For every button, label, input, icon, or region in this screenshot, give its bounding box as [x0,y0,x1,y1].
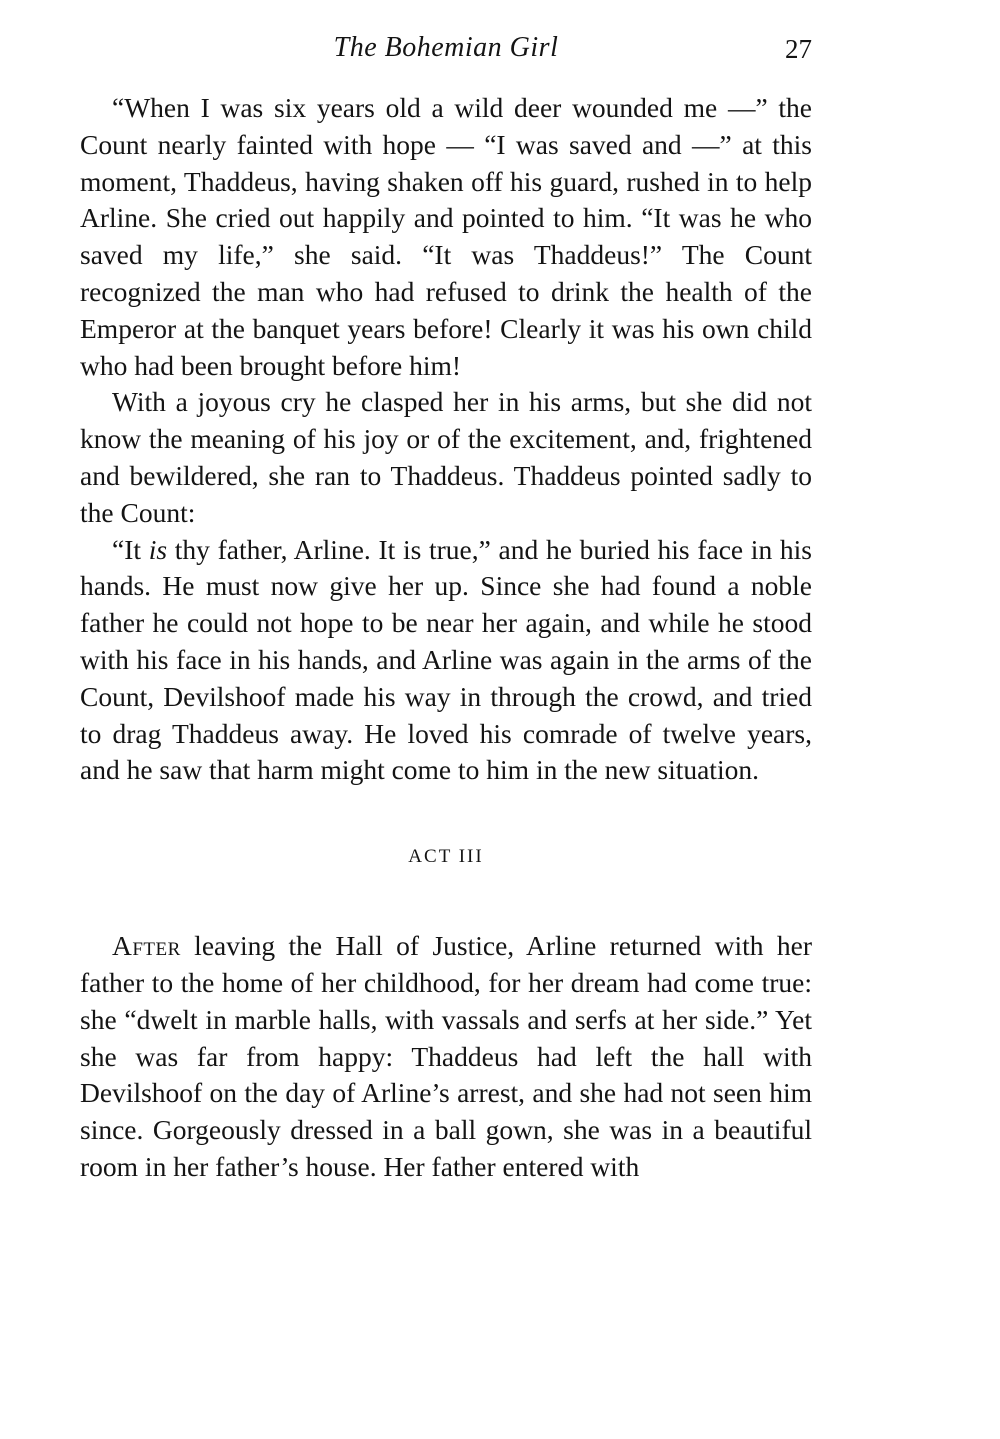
paragraph-3 [80,532,812,790]
page-number: 27 [785,34,812,64]
paragraph-3-rest: thy father, Arline. It is true,” and he buried his face in his hands. He must now give her up. Since she had found a noble father he could not hope to be near her again, and while he stood with his face in his hands, and Arline was again in the arms of the Count, Devilshoof made his way in through the crowd, and tried to drag Thaddeus away. He loved his comrade of twelve years, and he saw that harm might come to him in the new situation. [80,533,812,786]
paragraph-4 [80,928,812,1186]
paragraph-2: With a joyous cry he clasped her in his arms, but she did not know the meaning of his joy or of the excitement, and, frightened and bewildered, she ran to Thaddeus. Thaddeus pointed sadly to the Count: [80,386,812,528]
running-head [80,32,812,72]
running-title: The Bohemian Girl [333,32,559,63]
paragraph-4-text: leaving the Hall of Justice, Arline returned with her father to the home of her childhood, for her dream had come true: she “dwelt in marble halls, with vassals and serfs at her side.” Yet she was far from happy: Thaddeus had left the hall with Devilshoof on the day of Arline’s arrest, and she had not seen him since. Gorgeously dressed in a ball gown, she was in a beautiful room in her father’s house. Her father entered with [80,930,812,1182]
emphasis-word: is [148,533,168,565]
act-heading: ACT III [408,846,484,868]
paragraph-3-open: “It [112,533,149,565]
paragraph-4-lead-word: After [112,930,181,962]
body-text [80,90,812,1186]
paragraph-1: “When I was six years old a wild deer wounded me —” the Count nearly fainted with hope — “I was saved and —” at this moment, Thaddeus, having shaken off his guard, rushed in to help Arline. She cried out happily and pointed to him. “It was he who saved my life,” she said. “It was Thaddeus!” The Count recognized the man who had refused to drink the health of the Emperor at the banquet years before! Clearly it was his own child who had been brought before him! [80,92,812,381]
